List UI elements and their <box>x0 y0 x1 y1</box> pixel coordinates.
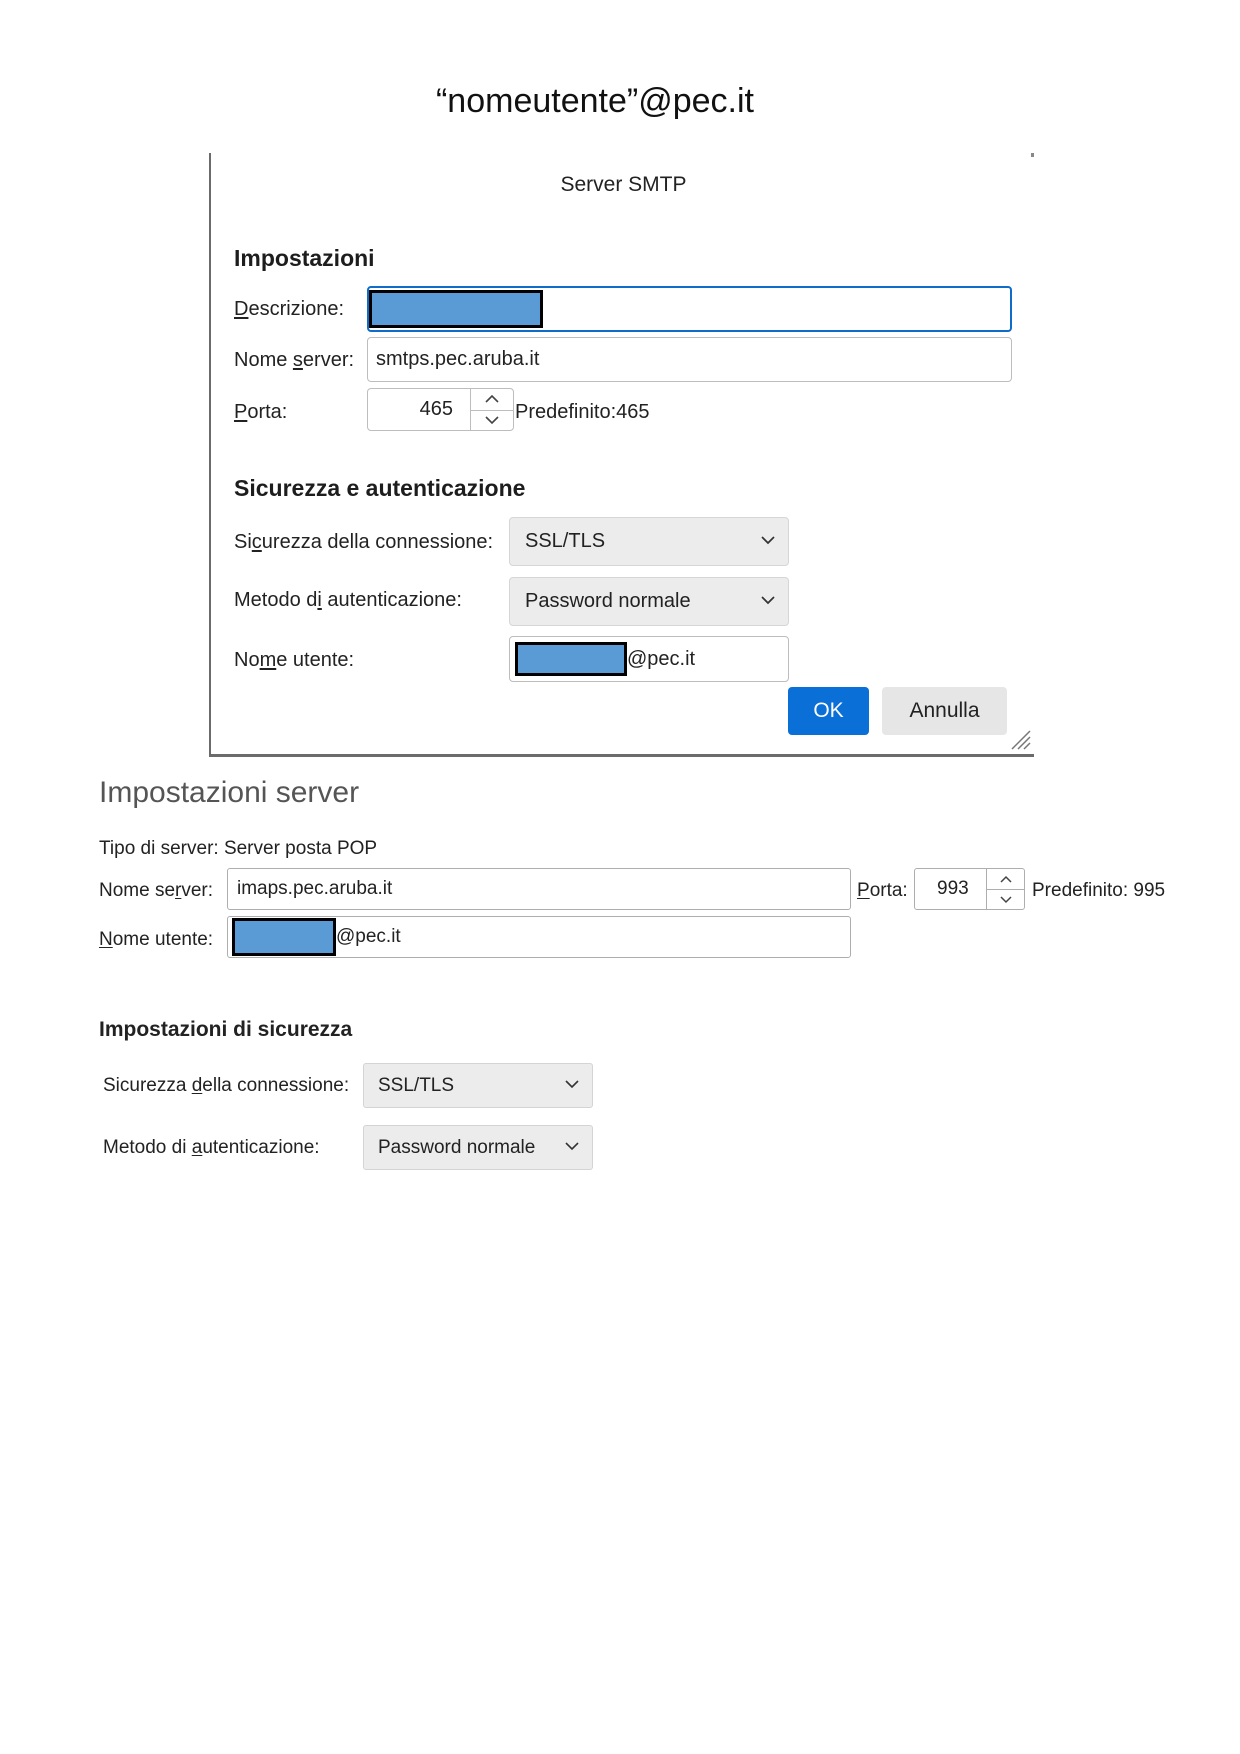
pop-server-name-label <box>99 880 213 902</box>
username-field[interactable] <box>509 636 789 682</box>
pop-cs-mnemonic: d <box>191 1075 203 1096</box>
chevron-down-icon <box>564 1138 580 1154</box>
pop-username-label <box>99 929 213 951</box>
pop-auth-method-select[interactable] <box>363 1125 593 1170</box>
description-label <box>234 298 344 321</box>
page-heading: “nomeutente”@pec.it <box>435 82 754 120</box>
connection-security-value: SSL/TLS <box>525 530 606 552</box>
pop-am-b: utenticazione: <box>202 1137 320 1158</box>
pop-am-a: Metodo di <box>103 1137 192 1158</box>
server-name-label-b: erver: <box>302 349 355 371</box>
connection-security-label <box>234 531 493 554</box>
pop-port-spinbox[interactable] <box>914 868 1025 910</box>
pop-conn-security-value: SSL/TLS <box>378 1074 455 1096</box>
user-b: e utente: <box>276 649 355 671</box>
pop-username-redaction <box>232 918 336 956</box>
pop-server-name-value: imaps.pec.aruba.it <box>237 878 393 899</box>
auth-method-value: Password normale <box>525 590 691 612</box>
pop-auth-method-value: Password normale <box>378 1136 536 1158</box>
server-name-value: smtps.pec.aruba.it <box>376 348 540 370</box>
description-redaction <box>369 290 543 328</box>
description-field[interactable] <box>367 286 1012 332</box>
auth-b: autenticazione: <box>321 589 462 611</box>
dialog-top-right-corner <box>1031 153 1034 157</box>
chevron-down-icon <box>564 1076 580 1092</box>
pop-security-heading: Impostazioni di sicurezza <box>99 1018 353 1041</box>
ok-button[interactable]: OK <box>788 687 869 735</box>
description-label-rest: escrizione: <box>248 298 345 320</box>
smtp-server-dialog <box>209 153 1034 757</box>
server-name-label-mnemonic: s <box>292 349 303 371</box>
pop-sn-a: Nome se <box>99 880 176 901</box>
cancel-button[interactable]: Annulla <box>882 687 1007 735</box>
server-settings-title: Impostazioni server <box>99 776 360 809</box>
conn-sec-b: urezza della connessione: <box>261 531 494 553</box>
port-value: 465 <box>419 398 453 420</box>
pop-conn-security-select[interactable] <box>363 1063 593 1108</box>
pop-conn-security-label <box>103 1075 349 1097</box>
chevron-down-icon <box>760 532 776 548</box>
auth-method-select[interactable] <box>509 577 789 626</box>
conn-sec-mnemonic: c <box>251 531 262 553</box>
connection-security-select[interactable] <box>509 517 789 566</box>
auth-a: Metodo d <box>234 589 318 611</box>
pop-user-rest: ome utente: <box>112 929 214 950</box>
conn-sec-a: Si <box>234 531 252 553</box>
port-label-rest: orta: <box>247 401 288 423</box>
pop-sn-b: ver: <box>181 880 214 901</box>
spin-up-icon[interactable] <box>987 869 1024 889</box>
security-heading: Sicurezza e autenticazione <box>234 475 526 501</box>
pop-user-mnemonic: N <box>99 929 113 950</box>
pop-port-mnemonic: P <box>857 880 870 901</box>
auth-mnemonic: i <box>317 589 322 611</box>
pop-server-name-field[interactable] <box>227 868 851 910</box>
pop-username-field[interactable] <box>227 916 851 958</box>
pop-am-mnemonic: a <box>191 1137 203 1158</box>
port-spinner <box>470 389 513 430</box>
port-label-mnemonic: P <box>234 401 248 423</box>
pop-username-suffix: @pec.it <box>336 926 401 947</box>
dialog-title: Server SMTP <box>560 173 687 196</box>
auth-method-label <box>234 589 462 612</box>
server-type-text: Tipo di server: Server posta POP <box>99 838 378 859</box>
pop-auth-method-label <box>103 1137 320 1159</box>
settings-heading: Impostazioni <box>234 245 375 271</box>
username-redaction <box>515 642 627 676</box>
pop-port-value: 993 <box>937 878 969 899</box>
user-mnemonic: m <box>259 649 277 671</box>
port-spinbox[interactable] <box>367 388 514 431</box>
pop-port-label <box>857 880 908 902</box>
description-label-mnemonic: D <box>234 298 249 320</box>
pop-port-rest: orta: <box>869 880 908 901</box>
pop-sn-mnemonic: r <box>175 880 182 901</box>
resize-grip-icon[interactable] <box>1008 727 1032 751</box>
pop-port-default: Predefinito: 995 <box>1032 880 1166 901</box>
server-name-label-a: Nome <box>234 349 293 371</box>
chevron-down-icon <box>760 592 776 608</box>
pop-cs-a: Sicurezza <box>103 1075 192 1096</box>
username-label <box>234 649 354 672</box>
username-suffix: @pec.it <box>627 647 696 670</box>
port-label <box>234 401 287 424</box>
pop-port-spinner <box>986 869 1024 909</box>
pop-cs-b: ella connessione: <box>202 1075 350 1096</box>
spin-down-icon[interactable] <box>471 410 513 431</box>
server-name-label <box>234 349 354 372</box>
port-default: Predefinito:465 <box>515 401 650 423</box>
server-name-field[interactable] <box>367 337 1012 382</box>
spin-down-icon[interactable] <box>987 889 1024 909</box>
user-a: No <box>234 649 260 671</box>
spin-up-icon[interactable] <box>471 389 513 410</box>
